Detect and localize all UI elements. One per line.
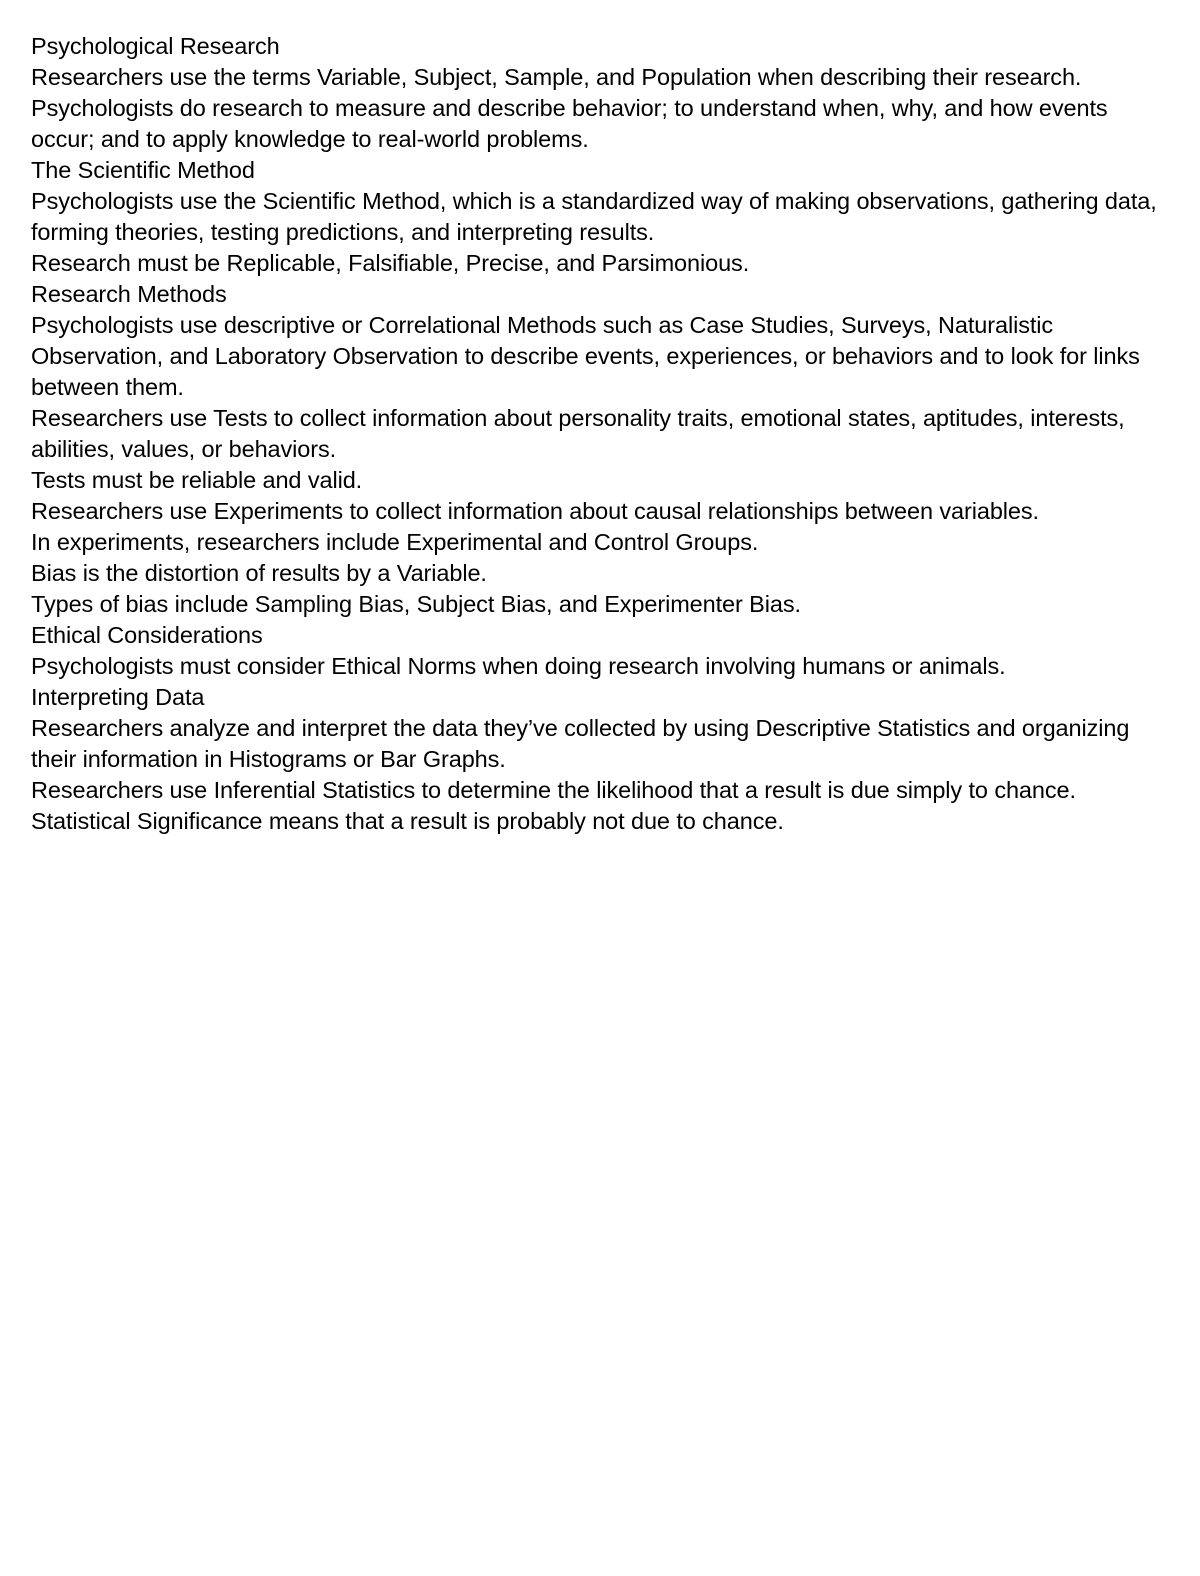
paragraph-bias-definition: Bias is the distortion of results by a Variable. [31, 560, 487, 586]
heading-interpreting-data: Interpreting Data [31, 684, 205, 710]
paragraph-research-terms: Researchers use the terms Variable, Subject, Sample, and Population when describing their research. [31, 64, 1082, 90]
heading-ethical-considerations: Ethical Considerations [31, 622, 263, 648]
paragraph-bias-types: Types of bias include Sampling Bias, Subject Bias, and Experimenter Bias. [31, 591, 801, 617]
paragraph-descriptive-statistics: Researchers analyze and interpret the data they’ve collected by using Descriptive Statistics and organizing their information in Histograms or Bar Graphs. [31, 715, 1130, 772]
heading-psychological-research: Psychological Research [31, 33, 280, 59]
paragraph-statistical-significance: Statistical Significance means that a result is probably not due to chance. [31, 808, 784, 834]
paragraph-scientific-method: Psychologists use the Scientific Method, which is a standardized way of making observations, gathering data, forming theories, testing predictions, and interpreting results. [31, 188, 1157, 245]
paragraph-inferential-statistics: Researchers use Inferential Statistics to determine the likelihood that a result is due simply to chance. [31, 777, 1076, 803]
paragraph-test-validity: Tests must be reliable and valid. [31, 467, 363, 493]
paragraph-ethical-norms: Psychologists must consider Ethical Norms when doing research involving humans or animals. [31, 653, 1006, 679]
paragraph-research-purpose: Psychologists do research to measure and describe behavior; to understand when, why, and how events occur; and to apply knowledge to real-world problems. [31, 95, 1108, 152]
paragraph-research-criteria: Research must be Replicable, Falsifiable, Precise, and Parsimonious. [31, 250, 750, 276]
paragraph-experimental-groups: In experiments, researchers include Experimental and Control Groups. [31, 529, 759, 555]
heading-research-methods: Research Methods [31, 281, 227, 307]
paragraph-experiments: Researchers use Experiments to collect information about causal relationships between variables. [31, 498, 1039, 524]
document-page [31, 31, 1171, 837]
paragraph-tests: Researchers use Tests to collect information about personality traits, emotional states, aptitudes, interests, abilities, values, or behaviors. [31, 405, 1125, 462]
heading-scientific-method: The Scientific Method [31, 157, 255, 183]
paragraph-correlational-methods: Psychologists use descriptive or Correlational Methods such as Case Studies, Surveys, Naturalistic Observation, and Laboratory Observation to describe events, experiences, or behaviors and to look for links between them. [31, 312, 1140, 400]
